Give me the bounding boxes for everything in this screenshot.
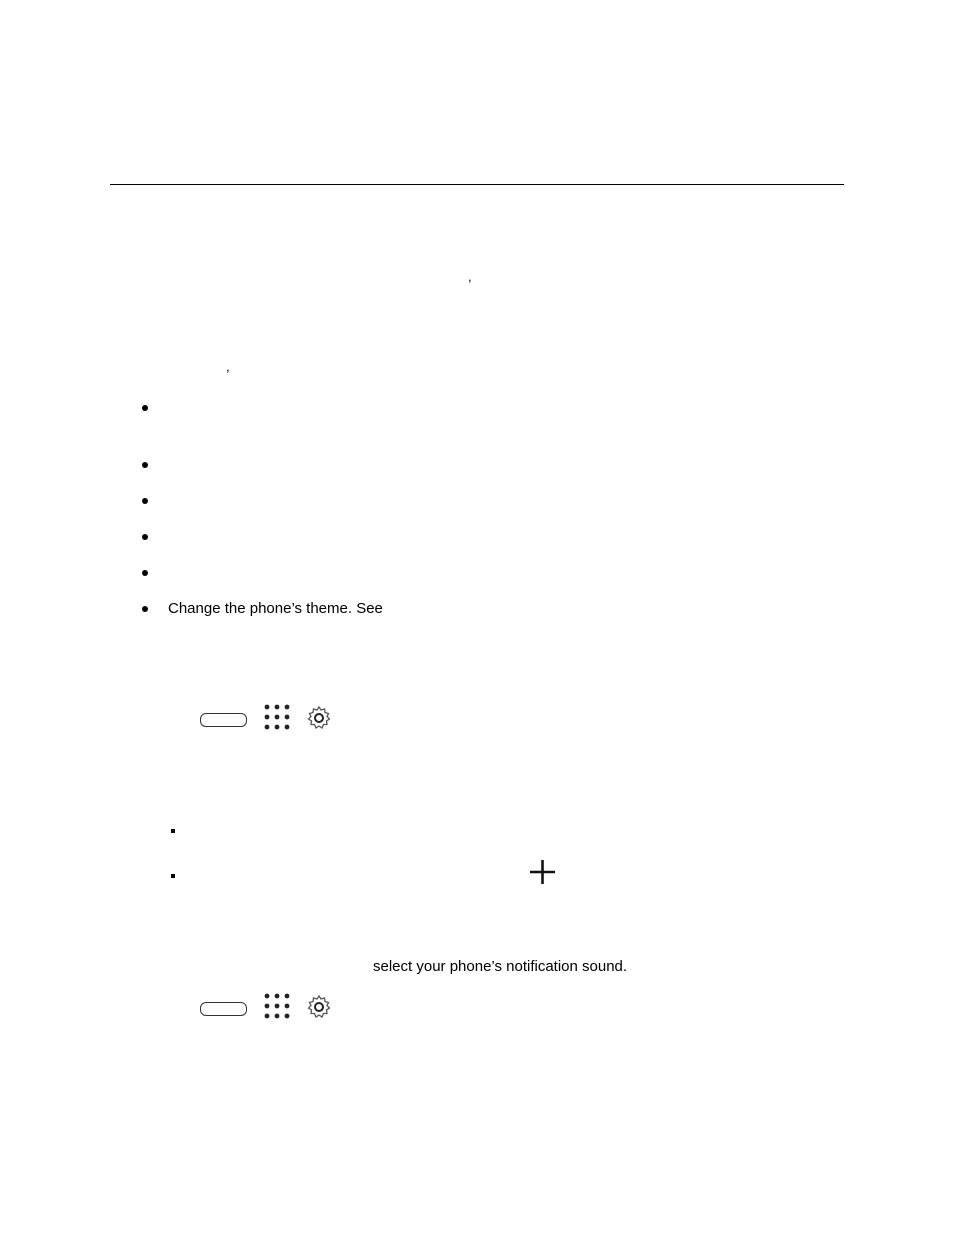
bullet-marker	[142, 534, 148, 540]
text-fragment-comma: ,	[468, 269, 472, 284]
sub-bullet-marker	[171, 829, 175, 833]
sub-bullet-marker	[171, 874, 175, 878]
bullet-marker	[142, 462, 148, 468]
text-fragment-comma: ,	[226, 359, 230, 374]
apps-grid-icon	[264, 704, 292, 730]
apps-grid-icon	[264, 993, 292, 1019]
bullet-marker	[142, 570, 148, 576]
notification-sound-text: select your phone’s notification sound.	[373, 958, 628, 975]
settings-gear-icon	[306, 705, 332, 731]
bullet-marker	[142, 606, 148, 612]
settings-gear-icon	[306, 994, 332, 1020]
home-key-icon	[200, 1002, 247, 1016]
list-item-theme: Change the phone’s theme. See	[168, 600, 383, 617]
bullet-marker	[142, 498, 148, 504]
home-key-icon	[200, 713, 247, 727]
bullet-marker	[142, 405, 148, 411]
plus-icon	[529, 859, 556, 885]
header-rule	[110, 184, 844, 185]
